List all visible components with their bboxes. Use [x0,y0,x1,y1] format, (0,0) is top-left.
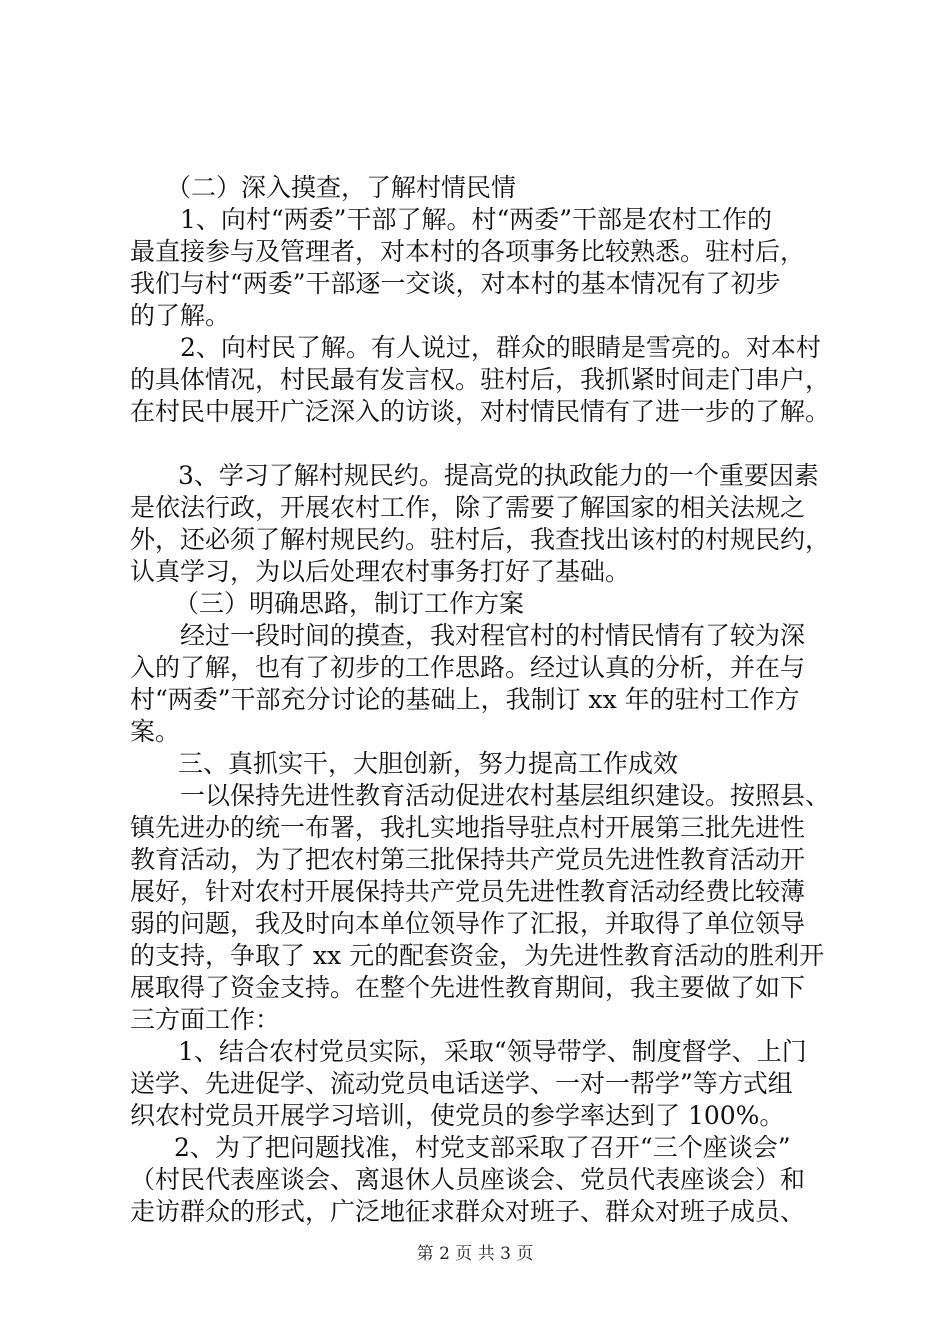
paragraph-line: 我们与村“两委”干部逐一交谈，对本村的基本情况有了初步 [130,269,781,298]
paragraph-line: 的支持，争取了 xx 元的配套资金，为先进性教育活动的胜利开 [130,941,825,970]
paragraph-line: 走访群众的形式，广泛地征求群众对班子、群众对班子成员、 [130,1197,806,1226]
paragraph-line: 1、结合农村党员实际，采取“领导带学、制度督学、上门 [178,1037,807,1066]
paragraph-line: 是依法行政，开展农村工作，除了需要了解国家的相关法规之 [130,493,806,522]
paragraph-line: 送学、先进促学、流动党员电话送学、一对一帮学”等方式组 [130,1069,793,1098]
paragraph-line: 一以保持先进性教育活动促进农村基层组织建设。按照县、 [180,781,831,810]
paragraph-line: 在村民中展开广泛深入的访谈，对村情民情有了进一步的了解。 [130,397,831,426]
paragraph-line: 最直接参与及管理者，对本村的各项事务比较熟悉。驻村后， [130,237,806,266]
section-heading: 三、真抓实干，大胆创新，努力提高工作成效 [178,749,679,778]
section-heading: （三）明确思路，制订工作方案 [174,589,525,618]
paragraph-line: （村民代表座谈会、离退休人员座谈会、党员代表座谈会）和 [130,1165,806,1194]
paragraph-line: 展取得了资金支持。在整个先进性教育期间，我主要做了如下 [130,973,806,1002]
paragraph-line: 村“两委”干部充分讨论的基础上，我制订 xx 年的驻村工作方 [130,685,800,714]
paragraph-line: 教育活动，为了把农村第三批保持共产党员先进性教育活动开 [130,845,806,874]
paragraph-line: 2、为了把问题找准，村党支部采取了召开“三个座谈会” [174,1133,791,1162]
paragraph-line: 1、向村“两委”干部了解。村“两委”干部是农村工作的 [180,205,773,234]
paragraph-line: 外，还必须了解村规民约。驻村后，我查找出该村的村规民约， [130,525,831,554]
paragraph-line: 弱的问题，我及时向本单位领导作了汇报，并取得了单位领导 [130,909,806,938]
document-body [130,172,835,1228]
paragraph-line: 的了解。 [130,301,231,330]
paragraph-line: 案。 [130,717,181,746]
paragraph-line: 经过一段时间的摸查，我对程官村的村情民情有了较为深 [180,621,806,650]
paragraph-line: 的具体情况，村民最有发言权。驻村后，我抓紧时间走门串户， [130,365,831,394]
paragraph-line: 3、学习了解村规民约。提高党的执政能力的一个重要因素 [178,461,819,490]
paragraph-line: 2、向村民了解。有人说过，群众的眼睛是雪亮的。对本村 [180,333,821,362]
paragraph-line: 镇先进办的统一布署，我扎实地指导驻点村开展第三批先进性 [130,813,806,842]
paragraph-line: 展好，针对农村开展保持共产党员先进性教育活动经费比较薄 [130,877,806,906]
paragraph-line: 织农村党员开展学习培训，使党员的参学率达到了 100%。 [130,1101,785,1130]
paragraph-line: 入的了解，也有了初步的工作思路。经过认真的分析，并在与 [130,653,806,682]
page-number-footer: 第 2 页 共 3 页 [416,1244,534,1264]
section-heading: （二）深入摸查，了解村情民情 [166,173,517,202]
blank-line [130,428,835,460]
paragraph-line: 认真学习，为以后处理农村事务打好了基础。 [130,557,631,586]
paragraph-line: 三方面工作： [130,1005,281,1034]
